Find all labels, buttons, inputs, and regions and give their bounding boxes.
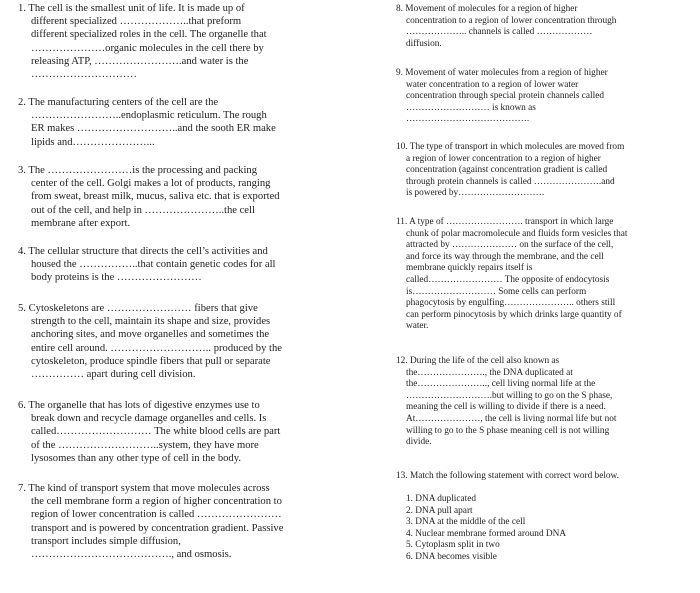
question-2-line: ……………………..endoplasmic reticulum. The rough (31, 110, 267, 122)
question-6 (18, 399, 340, 465)
question-12-line: At…………………, the cell is living normal life but not (406, 413, 617, 424)
question-9-line: …………………………………. (406, 114, 530, 125)
question-7-line: transport and is powered by concentration gradient. Passive (31, 522, 284, 534)
question-1-line: different specialized roles in the cell. The organelle that (31, 29, 267, 41)
question-4-line: body proteins is the …………………… (31, 272, 202, 284)
question-4 (18, 245, 340, 285)
question-3-line: 3. The ……………………is the processing and packing (18, 165, 258, 176)
question-6-line: 6. The organelle that has lots of digestive enzymes use to (18, 400, 260, 411)
question-7-line: transport includes simple diffusion, (31, 535, 181, 547)
question-5-line: anchoring sites, and move organelles and sometimes the (31, 329, 270, 341)
question-9 (396, 68, 666, 126)
question-4-line: 4. The cellular structure that directs the cell’s activities and (18, 246, 268, 257)
question-11-line: can perform pinocytosis by which drinks large quantity of (406, 309, 622, 320)
question-12-line: meaning the cell is willing to divide if there is a need. (406, 402, 606, 413)
question-9-line: ……………………… is known as (406, 102, 536, 113)
question-10-line: a region of lower concentration to a region of higher (406, 153, 601, 164)
question-1-line: different specialized ………………..that preform (31, 16, 242, 28)
question-3 (18, 164, 340, 230)
question-11-line: phagocytosis by engulfing………………….. others still (406, 298, 616, 309)
question-8-line: 8. Movement of molecules for a region of higher (396, 4, 578, 14)
match-list (406, 494, 566, 564)
question-12-line: the………………….., cell living normal life at the (406, 379, 596, 390)
question-5-line: entire cell around. ……………………….. produced by the (31, 342, 282, 354)
question-1-line: 1. The cell is the smallest unit of life. It is made up of (18, 3, 245, 14)
question-3-line: out of the cell, and help in …………………..the cell (31, 204, 255, 216)
question-6-line: break down and recycle damage organelles and cells. Is (31, 413, 267, 425)
question-3-line: membrane after export. (31, 217, 131, 229)
question-7 (18, 482, 340, 561)
question-11-line: called…………………… The opposite of endocytosis (406, 274, 610, 285)
question-10-line: through protein channels is called ………………….and (406, 176, 615, 187)
question-5 (18, 302, 340, 381)
question-10-line: concentration (against concentration gradient is called (406, 165, 608, 176)
question-12 (396, 356, 666, 449)
question-11-line: and force its way through the membrane, and the cell (406, 251, 604, 262)
question-1-line: …………………organic molecules in the cell there by (31, 42, 264, 54)
question-2-line: ER makes ………………………..and the sooth ER make (31, 123, 276, 135)
question-2-line: lipids and…………………... (31, 136, 155, 148)
question-1-line: releasing ATP, …………………….and water is the (31, 55, 249, 67)
question-9-line: concentration through special protein channels called (406, 91, 604, 102)
question-10-line: is powered by………………………. (406, 188, 545, 199)
question-11-line: is……………………… Some cells can perform (406, 286, 587, 297)
question-12-line: 12. During the life of the cell also known as (396, 356, 560, 366)
question-8-line: diffusion. (406, 38, 442, 49)
question-8 (396, 4, 666, 50)
question-5-line: cytoskeleton, produce spindle fibers that pull or separate (31, 355, 271, 367)
question-11-line: 11. A type of ……………………. transport in which large (396, 217, 614, 227)
question-12-line: the…………………., the DNA duplicated at (406, 367, 573, 378)
question-2-line: 2. The manufacturing centers of the cell are the (18, 97, 219, 108)
question-12-line: divide. (406, 437, 432, 448)
question-6-line: lysosomes than any other type of cell in the body. (31, 452, 241, 464)
question-10-line: 10. The type of transport in which molecules are moved from (396, 142, 625, 152)
question-2 (18, 96, 340, 149)
question-7-line: 7. The kind of transport system that move molecules across (18, 483, 270, 494)
question-7-line: the cell membrane form a region of higher concentration to (31, 496, 282, 508)
question-11 (396, 217, 666, 333)
question-3-line: from sweat, breast milk, mucus, saliva etc. that is exported (31, 191, 280, 203)
question-10 (396, 142, 666, 200)
question-13-line: 13. Match the following statement with correct word below. (396, 471, 619, 481)
match-item: 2. DNA pull apart (406, 505, 473, 516)
match-item: 1. DNA duplicated (406, 494, 476, 504)
question-11-line: membrane quickly repairs itself is (406, 263, 533, 274)
question-4-line: housed the ……………..that contain genetic codes for all (31, 259, 276, 271)
question-1-line: ………………………… (31, 69, 137, 81)
question-12-line: willing to go to the S phase meaning cell is not willing (406, 425, 610, 436)
question-5-line: …………… apart during cell division. (31, 369, 196, 381)
question-11-line: attracted by ………………… on the surface of the cell, (406, 240, 614, 251)
question-3-line: center of the cell. Golgi makes a lot of products, ranging (31, 178, 271, 190)
question-1 (18, 2, 340, 81)
question-6-line: of the ………………………..system, they have more (31, 439, 259, 451)
question-6-line: called……………………… The white blood cells are part (31, 426, 281, 438)
question-7-line: region of lower concentration is called …………………… (31, 509, 282, 521)
question-8-line: ……………….. channels is called ……………… (406, 27, 593, 38)
match-item: 4. Nuclear membrane formed around DNA (406, 528, 567, 539)
question-11-line: water. (406, 321, 429, 332)
question-8-line: concentration to a region of lower concentration through (406, 15, 617, 26)
question-7-line: …………………………………., and osmosis. (31, 549, 232, 561)
match-item: 3. DNA at the middle of the cell (406, 517, 526, 528)
match-item: 5. Cytoplasm split in two (406, 540, 500, 551)
question-5-line: 5. Cytoskeletons are …………………… fibers that give (18, 303, 258, 314)
question-9-line: 9. Movement of water molecules from a region of higher (396, 68, 608, 78)
question-13 (396, 471, 666, 483)
question-9-line: water concentration to a region of lower water (406, 79, 579, 90)
question-11-line: chunk of polar macromolecule and fluids form vesicles that (406, 228, 628, 239)
question-5-line: strength to the cell, maintain its shape and size, provides (31, 316, 271, 328)
question-12-line: ……………………….but willing to go on the S phase, (406, 390, 613, 401)
match-item: 6. DNA becomes visible (406, 551, 497, 562)
